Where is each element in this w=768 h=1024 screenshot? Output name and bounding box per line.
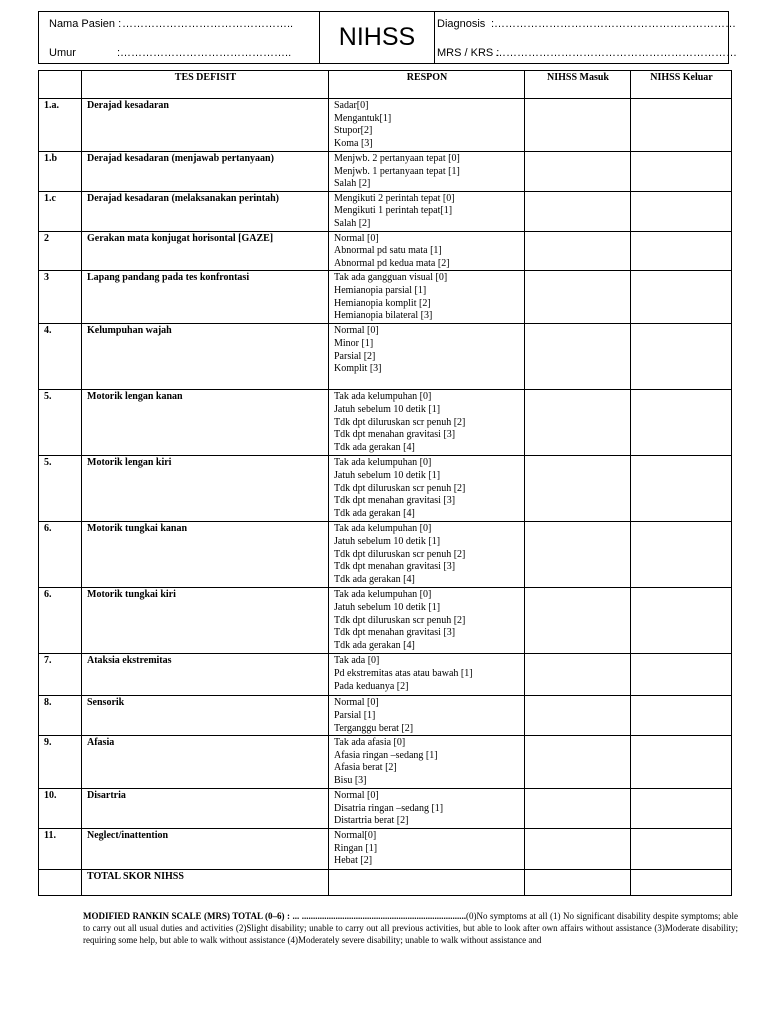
table-row [39,829,732,870]
response-cell [329,522,525,588]
response-option: Parsial [1] [334,709,376,721]
response-option: Salah [2] [334,178,371,190]
response-option: Normal [0] [334,325,379,337]
diagnosis-cell [435,12,737,63]
col-no-header [39,71,82,99]
row-number: 5. [39,390,82,456]
nihss-masuk-cell[interactable] [525,736,631,789]
row-number: 6. [39,522,82,588]
response-option: Komplit [3] [334,363,382,375]
col-tes-header: TES DEFISIT [82,71,329,99]
response-option: Tdk dpt menahan gravitasi [3] [334,495,456,507]
nihss-keluar-cell[interactable] [631,152,732,192]
nihss-masuk-cell[interactable] [525,696,631,736]
response-option: Pada keduanya [2] [334,680,409,692]
response-option: Bisu [3] [334,774,367,786]
total-label: TOTAL SKOR NIHSS [82,870,329,896]
response-option: Minor [1] [334,337,374,349]
table-row [39,324,732,390]
response-option: Jatuh sebelum 10 detik [1] [334,403,441,415]
nihss-masuk-cell[interactable] [525,654,631,696]
table-row [39,191,732,231]
response-cell [329,736,525,789]
total-response-cell [329,870,525,896]
nihss-keluar-cell[interactable] [631,456,732,522]
table-row [39,654,732,696]
nihss-masuk-cell[interactable] [525,152,631,192]
table-row [39,736,732,789]
nihss-keluar-cell[interactable] [631,390,732,456]
total-keluar-cell[interactable] [631,870,732,896]
response-cell [329,696,525,736]
response-option: Tak ada afasia [0] [334,737,406,749]
response-option: Jatuh sebelum 10 detik [1] [334,469,441,481]
response-option: Tdk ada gerakan [4] [334,639,415,651]
response-option: Tdk ada gerakan [4] [334,441,415,453]
nihss-keluar-cell[interactable] [631,324,732,390]
nama-pasien-label: Nama Pasien : [49,18,122,30]
response-cell [329,99,525,152]
table-header-row [39,71,732,99]
diagnosis-field[interactable]: :………………………………………………………… [491,18,737,30]
response-option: Tdk dpt menahan gravitasi [3] [334,561,456,573]
response-cell [329,789,525,829]
table-row [39,588,732,654]
nihss-keluar-cell[interactable] [631,829,732,870]
nihss-keluar-cell[interactable] [631,789,732,829]
umur-label: Umur [49,47,76,59]
total-number-cell [39,870,82,896]
response-option: Normal [0] [334,697,379,709]
response-option: Abnormal pd satu mata [1] [334,245,442,257]
diagnosis-label: Diagnosis [437,18,486,30]
response-option: Tdk dpt diluruskan scr penuh [2] [334,482,466,494]
nihss-table [38,70,732,896]
nihss-masuk-cell[interactable] [525,789,631,829]
response-option: Stupor[2] [334,125,373,137]
response-option: Mengikuti 2 perintah tepat [0] [334,192,455,204]
table-row [39,696,732,736]
table-row [39,456,732,522]
table-row [39,789,732,829]
nihss-keluar-cell[interactable] [631,736,732,789]
response-option: Normal[0] [334,830,377,842]
table-row [39,231,732,271]
patient-info-cell [39,12,320,63]
nihss-masuk-cell[interactable] [525,522,631,588]
row-number: 4. [39,324,82,390]
nihss-masuk-cell[interactable] [525,271,631,324]
nihss-keluar-cell[interactable] [631,191,732,231]
row-number: 7. [39,654,82,696]
col-masuk-header: NIHSS Masuk [525,71,631,99]
test-name: Motorik lengan kiri [82,456,329,522]
test-name: Sensorik [82,696,329,736]
response-option: Tak ada [0] [334,655,380,667]
response-option: Tdk ada gerakan [4] [334,507,415,519]
table-body [39,99,732,896]
row-number: 2 [39,231,82,271]
total-row [39,870,732,896]
response-option: Mengantuk[1] [334,112,392,124]
response-option: Hemianopia parsial [1] [334,284,427,296]
test-name: Lapang pandang pada tes konfrontasi [82,271,329,324]
response-option: Abnormal pd kedua mata [2] [334,257,450,269]
response-option: Normal [0] [334,232,379,244]
response-option: Normal [0] [334,790,379,802]
response-cell [329,324,525,390]
test-name: Ataksia ekstremitas [82,654,329,696]
response-option: Jatuh sebelum 10 detik [1] [334,535,441,547]
test-name: Neglect/inattention [82,829,329,870]
nihss-masuk-cell[interactable] [525,588,631,654]
nihss-masuk-cell[interactable] [525,829,631,870]
response-cell [329,390,525,456]
row-number: 6. [39,588,82,654]
test-name: Gerakan mata konjugat horisontal [GAZE] [82,231,329,271]
response-option: Jatuh sebelum 10 detik [1] [334,601,441,613]
response-option: Tak ada kelumpuhan [0] [334,523,432,535]
patient-header [38,11,737,64]
response-option: Sadar[0] [334,100,369,111]
nihss-keluar-cell[interactable] [631,99,732,152]
mrs-krs-field[interactable]: ………………………………………………………… [495,47,737,59]
response-cell [329,271,525,324]
row-number: 10. [39,789,82,829]
nihss-masuk-cell[interactable] [525,191,631,231]
response-option: Terganggu berat [2] [334,722,414,734]
nihss-keluar-cell[interactable] [631,522,732,588]
response-cell [329,191,525,231]
test-name: Derajad kesadaran (menjawab pertanyaan) [82,152,329,192]
row-number: 8. [39,696,82,736]
test-name: Afasia [82,736,329,789]
response-option: Parsial [2] [334,350,376,362]
response-option: Tdk ada gerakan [4] [334,573,415,585]
col-respon-header: RESPON [329,71,525,99]
nihss-masuk-cell[interactable] [525,456,631,522]
row-number: 11. [39,829,82,870]
test-name: Disartria [82,789,329,829]
response-option: Tdk dpt menahan gravitasi [3] [334,429,456,441]
nama-pasien-field[interactable]: ……………………………………….. [122,18,294,30]
response-option: Ringan [1] [334,842,378,854]
table-row [39,271,732,324]
response-option: Tak ada gangguan visual [0] [334,272,448,284]
mrs-krs-label: MRS / KRS : [437,47,500,59]
row-number: 5. [39,456,82,522]
row-number: 9. [39,736,82,789]
table-row [39,152,732,192]
mrs-description: (0)No symptoms at all (1) No significant disability despite symptoms; able to carry out all usual duties and activities (2)Slight disability; unable to carry out all previous activities, but able to look after own affairs without assistance (3)Moderate disability; requiring some help, but able to walk without assistance (4)Moderately severe disability; unable to walk without assistance and [83,911,738,945]
table-row [39,390,732,456]
table-row [39,522,732,588]
response-option: Mengikuti 1 perintah tepat[1] [334,205,453,217]
mrs-total-field[interactable]: : ... ......................................................................... [284,911,467,921]
mrs-title: MODIFIED RANKIN SCALE (MRS) TOTAL (0–6) [83,911,285,921]
nihss-keluar-cell[interactable] [631,271,732,324]
test-name: Derajad kesadaran [82,99,329,152]
response-option: Hemianopia komplit [2] [334,297,431,309]
row-number: 1.a. [39,99,82,152]
nihss-keluar-cell[interactable] [631,696,732,736]
nihss-keluar-cell[interactable] [631,654,732,696]
table-row [39,99,732,152]
response-option: Tak ada kelumpuhan [0] [334,391,432,403]
response-option: Afasia berat [2] [334,762,397,774]
nihss-masuk-cell[interactable] [525,324,631,390]
response-option: Afasia ringan –sedang [1] [334,749,438,761]
test-name: Motorik tungkai kiri [82,588,329,654]
response-option: Tdk dpt menahan gravitasi [3] [334,627,456,639]
response-option: Tdk dpt diluruskan scr penuh [2] [334,548,466,560]
row-number: 1.b [39,152,82,192]
test-name: Kelumpuhan wajah [82,324,329,390]
response-cell [329,456,525,522]
response-option: Tak ada kelumpuhan [0] [334,457,432,469]
response-option: Menjwb. 2 pertanyaan tepat [0] [334,153,460,164]
umur-field[interactable]: :……………………………………….. [117,47,292,59]
col-keluar-header: NIHSS Keluar [631,71,732,99]
title-cell [320,12,435,63]
response-option: Distartria berat [2] [334,815,409,827]
nihss-keluar-cell[interactable] [631,588,732,654]
nihss-masuk-cell[interactable] [525,390,631,456]
test-name: Derajad kesadaran (melaksanakan perintah) [82,191,329,231]
nihss-keluar-cell[interactable] [631,231,732,271]
row-number: 3 [39,271,82,324]
response-option: Menjwb. 1 pertanyaan tepat [1] [334,165,460,177]
form-title: NIHSS [338,23,416,51]
nihss-masuk-cell[interactable] [525,99,631,152]
response-option: Tdk dpt diluruskan scr penuh [2] [334,416,466,428]
response-cell [329,152,525,192]
response-cell [329,829,525,870]
response-option: Disatria ringan –sedang [1] [334,802,444,814]
response-option: Hebat [2] [334,855,373,867]
response-option: Koma [3] [334,137,373,149]
response-option: Pd ekstremitas atas atau bawah [1] [334,667,473,679]
response-cell [329,231,525,271]
test-name: Motorik tungkai kanan [82,522,329,588]
response-option: Hemianopia bilateral [3] [334,310,433,322]
row-number: 1.c [39,191,82,231]
response-cell [329,654,525,696]
response-cell [329,588,525,654]
response-option: Salah [2] [334,217,371,229]
test-name: Motorik lengan kanan [82,390,329,456]
response-option: Tdk dpt diluruskan scr penuh [2] [334,614,466,626]
response-option: Tak ada kelumpuhan [0] [334,589,432,601]
total-masuk-cell[interactable] [525,870,631,896]
nihss-masuk-cell[interactable] [525,231,631,271]
mrs-section [83,910,738,946]
